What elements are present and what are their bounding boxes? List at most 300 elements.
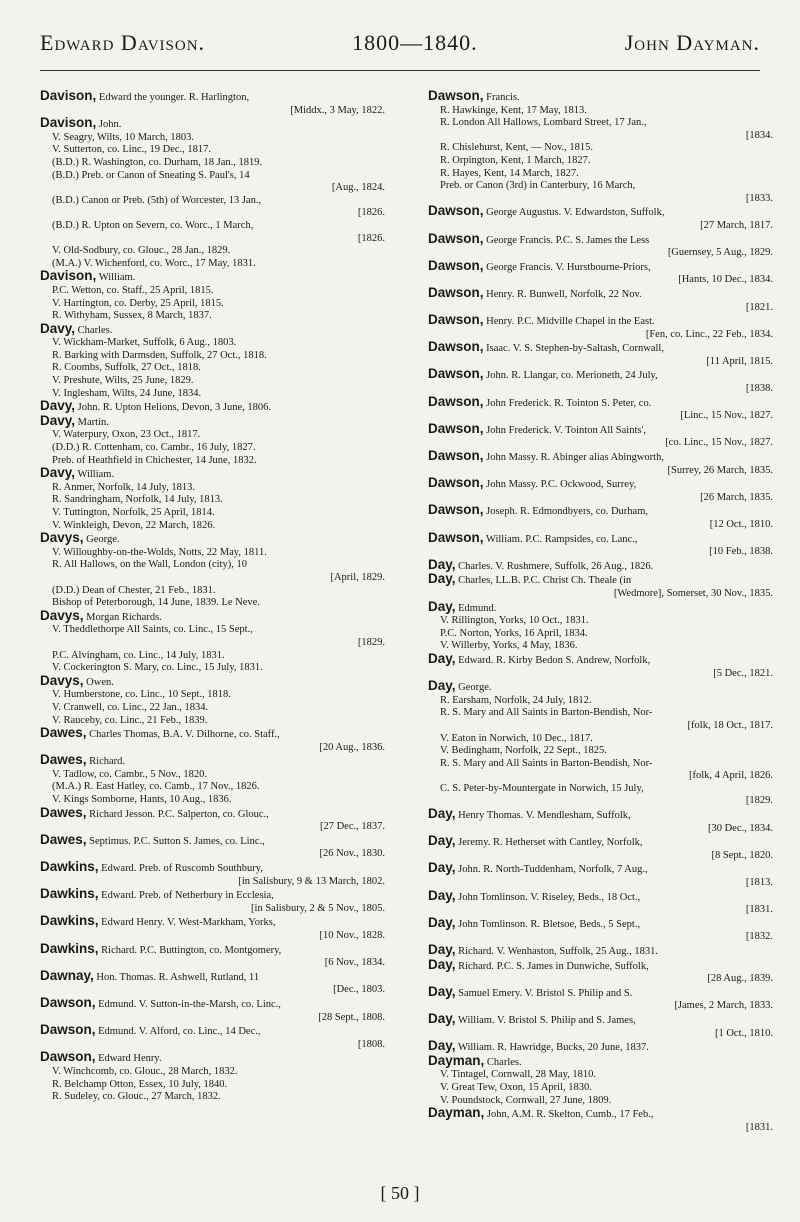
appointment-line: V. Cranwell, co. Linc., 22 Jan., 1834. [52,701,209,713]
continuation-line: [co. Linc., 15 Nov., 1827. [665,437,773,449]
surname: Day, [428,556,456,572]
entry-heading [428,835,773,850]
continuation-line: [Wedmore], Somerset, 30 Nov., 1835. [613,587,773,599]
entry-heading [428,284,773,302]
surname: Dawes, [40,752,87,768]
entry-heading [428,1010,773,1028]
entry-text: Richard. P.C. S. James in Dunwiche, Suffolk, [458,960,649,972]
surname: Davys, [40,530,84,546]
header-left: Edward Davison. [40,30,206,55]
entry-heading [428,914,773,932]
appointment-line: V. Preshute, Wilts, 25 June, 1829. [52,375,194,387]
entry-text: Charles Thomas, B.A. V. Dilhorne, co. Staff., [89,729,280,741]
entry-text: Isaac. V. S. Stephen-by-Saltash, Cornwall, [486,343,664,355]
continuation-line: [12 Oct., 1810. [709,519,773,530]
entry [40,400,385,415]
entry [428,650,773,680]
entry [40,320,385,401]
continuation-line: [1833. [745,192,773,204]
right-column [428,90,773,1134]
entry-text: Septimus. P.C. Sutton S. James, co. Linc., [89,835,265,847]
continuation-line: [folk, 18 Oct., 1817. [687,719,773,731]
appointment-line: V. Seagry, Wilts, 10 March, 1803. [52,131,194,143]
continuation-line: [1831. [745,1121,773,1133]
appointment-line: Preb. or Canon (3rd) in Canterbury, 16 March, [440,180,636,192]
entry [428,1010,773,1040]
surname: Dawson, [428,88,484,103]
entry-heading [428,862,773,877]
surname: Day, [428,806,456,822]
entry-heading [428,341,773,356]
appointment-line: V. Old-Sodbury, co. Glouc., 28 Jan., 1829. [52,245,231,257]
continuation-line: [1838. [745,383,773,395]
entry-heading [428,573,773,588]
entry-text: John Tomlinson. V. Riseley, Beds., 18 Oct., [458,891,641,903]
entry [428,420,773,450]
left-column [40,90,385,1104]
appointment-line: V. Poundstock, Cornwall, 27 June, 1809. [440,1094,612,1106]
surname: Day, [428,650,456,666]
appointment-line: R. All Hallows, on the Wall, London (city), 10 [52,559,247,571]
appointment-line: R. S. Mary and All Saints in Barton-Bendish, Nor- [440,707,653,719]
entry [40,754,385,806]
surname: Day, [428,571,456,587]
entry-heading [40,804,385,822]
entry [428,862,773,889]
continuation-line: [1834. [745,129,773,141]
surname: Dawes, [40,804,87,820]
entry-text: Edward. Preb. of Ruscomb Southbury, [101,863,263,875]
appointment-line: (D.D.) Dean of Chester, 21 Feb., 1831. [52,584,216,596]
entry-text: William. [98,272,136,284]
entry-text: William. V. Bristol S. Philip and S. James, [457,1014,636,1026]
entry-text: William. [77,469,115,481]
surname: Dawes, [40,831,87,847]
entry-heading [428,205,773,220]
header-right: John Dayman. [624,30,760,55]
appointment-line: R. Hawkinge, Kent, 17 May, 1813. [440,104,587,116]
entry [428,393,773,423]
entry [428,914,773,944]
entry-heading [40,672,385,690]
entry-heading [428,887,773,905]
continuation-line: [10 Nov., 1828. [319,930,385,941]
entry-heading [428,680,773,695]
entry [428,1052,773,1107]
continuation-line: [8 Sept., 1820. [711,849,773,861]
entry-text: Henry. P.C. Midville Chapel in the East. [486,316,655,328]
entry-heading [40,994,385,1012]
appointment-line: V. Wickham-Market, Suffolk, 6 Aug., 1803. [52,337,237,349]
continuation-line: [27 March, 1817. [700,219,773,231]
surname: Day, [428,914,456,930]
surname: Dawson, [40,1022,96,1038]
continuation-line: [1808. [357,1038,385,1050]
entry-heading [428,90,773,105]
entry-text: Jeremy. R. Hetherset with Cantley, Norfolk, [458,837,643,849]
entry-text: Edward Henry. [98,1053,162,1065]
entry-heading [428,314,773,329]
continuation-line: [Middx., 3 May, 1822. [290,104,385,116]
entry [428,956,773,986]
continuation-line: [Aug., 1824. [331,182,385,194]
entry [40,607,385,675]
surname: Davison, [40,115,97,131]
continuation-line: [11 April, 1815. [706,355,773,367]
continuation-line: [10 Feb., 1838. [709,546,773,558]
entry-heading [40,532,385,547]
continuation-line: [Hants, 10 Dec., 1834. [678,274,773,286]
surname: Dawson, [40,1049,96,1065]
surname: Dawson, [428,420,484,436]
entry-text: Hon. Thomas. R. Ashwell, Rutland, 11 [96,971,260,983]
surname: Dawkins, [40,859,99,875]
appointment-line: R. Sandringham, Norfolk, 14 July, 1813. [52,494,223,506]
entry [40,270,385,322]
entry-text: John. R. Llangar, co. Merioneth, 24 July, [486,370,658,382]
entry-text: Richard. V. Wenhaston, Suffolk, 25 Aug., 1831. [458,946,659,957]
entry [40,1051,385,1103]
appointment-line: V. Tintagel, Cornwall, 28 May, 1810. [440,1069,597,1081]
entry-heading [428,393,773,411]
surname: Dawkins, [40,940,99,956]
appointment-line: V. Tadlow, co. Cambr., 5 Nov., 1820. [52,768,208,780]
appointment-line: V. Great Tew, Oxon, 15 April, 1830. [440,1081,592,1093]
surname: Dayman, [428,1052,485,1068]
entry [428,314,773,341]
header-center: 1800—1840. [352,30,478,55]
surname: Dawson, [428,257,484,273]
appointment-line: V. Willoughby-on-the-Wolds, Notts, 22 May, 1811. [52,546,267,558]
surname: Davy, [40,398,76,414]
entry-text: John. R. North-Tuddenham, Norfolk, 7 Aug., [458,864,648,876]
entry-heading [428,556,773,574]
appointment-line: R. Hayes, Kent, 14 March, 1827. [440,167,579,179]
surname: Day, [428,833,456,849]
entry-text: John Massy. R. Abinger alias Abingworth, [486,452,664,464]
appointment-line: (M.A.) V. Wichenford, co. Worc., 17 May, 1831. [52,257,256,269]
appointment-line: R. Orpington, Kent, 1 March, 1827. [440,154,591,166]
entry [428,556,773,574]
entry-heading [40,831,385,849]
surname: Dawson, [428,284,484,300]
surname: Day, [428,983,456,999]
entry-heading [428,257,773,275]
surname: Dawson, [40,994,96,1010]
appointment-line: V. Rauceby, co. Linc., 21 Feb., 1839. [52,714,208,726]
continuation-line: [1821. [745,301,773,313]
entry-heading [428,529,773,547]
entry-heading [428,477,773,492]
surname: Dawson, [428,203,484,219]
surname: Day, [428,956,456,972]
entry-heading [40,915,385,930]
entry-heading [40,467,385,482]
continuation-line: [folk, 4 April, 1826. [689,770,773,782]
entry-text: Morgan Richards. [86,611,162,623]
entry-heading [40,400,385,415]
surname: Dayman, [428,1105,485,1121]
entry-text: Richard Jesson. P.C. Salperton, co. Glouc., [89,808,269,820]
appointment-line: V. Bedingham, Norfolk, 22 Sept., 1825. [440,745,607,757]
entry-text: Martin. [77,416,109,428]
surname: Davys, [40,672,84,688]
surname: Day, [428,1038,456,1054]
surname: Dawson, [428,339,484,355]
appointment-line: V. Eaton in Norwich, 10 Dec., 1817. [440,732,593,744]
entry-text: George. [86,534,120,546]
appointment-line: Preb. of Heathfield in Chichester, 14 June, 1832. [52,454,257,466]
entry [428,477,773,504]
entry [428,529,773,559]
appointment-line: R. Barking with Darmsden, Suffolk, 27 Oct., 1818. [52,349,267,361]
appointment-line: R. Earsham, Norfolk, 24 July, 1812. [440,694,592,706]
surname: Dawson, [428,393,484,409]
entry-heading [40,861,385,876]
continuation-line: [in Salisbury, 9 & 13 March, 1802. [238,875,385,887]
continuation-line: [1 Oct., 1810. [714,1027,773,1039]
entry-heading [40,1051,385,1066]
entry-text: George Francis. V. Hurstbourne-Priors, [486,261,651,273]
appointment-line: V. Inglesham, Wilts, 24 June, 1834. [52,387,202,399]
appointment-line: (B.D.) R. Upton on Severn, co. Worc., 1 March, [52,219,254,231]
surname: Dawson, [428,312,484,328]
appointment-line: (B.D.) Canon or Preb. (5th) of Worcester, 13 Jan., [52,194,262,206]
entry [428,450,773,477]
appointment-line: R. Anmer, Norfolk, 14 July, 1813. [52,481,195,493]
entry [428,573,773,600]
surname: Day, [428,887,456,903]
entry-text: George. [458,682,492,694]
continuation-line: [5 Dec., 1821. [713,667,773,679]
entry-heading [428,983,773,1001]
entry-text: Edward the younger. R. Harlington, [98,92,250,103]
continuation-line: [Linc., 15 Nov., 1827. [680,410,773,422]
entry [428,205,773,232]
surname: Dawkins, [40,913,99,929]
appointment-line: (D.D.) R. Cottenham, co. Cambr., 16 July, 1827. [52,442,256,454]
appointment-line: V. Winkleigh, Devon, 22 March, 1826. [52,519,216,531]
entry [428,90,773,205]
entry-text: John, A.M. R. Skelton, Cumb., 17 Feb., [486,1109,654,1121]
appointment-line: R. Sudeley, co. Glouc., 27 March, 1832. [52,1091,221,1103]
appointment-line: P.C. Norton, Yorks, 16 April, 1834. [440,627,588,639]
entry-text: Edmund. V. Sutton-in-the-Marsh, co. Linc., [98,998,281,1010]
entry-text: William. R. Hawridge, Bucks, 20 June, 1837. [457,1042,649,1054]
entry [428,341,773,368]
surname: Day, [428,1010,456,1026]
entry-heading [40,90,385,105]
entry [40,831,385,861]
continuation-line: [26 March, 1835. [700,491,773,503]
appointment-line: V. Sutterton, co. Linc., 19 Dec., 1817. [52,144,212,156]
continuation-line: [April, 1829. [330,571,385,583]
surname: Day, [428,678,456,694]
entry-text: William. P.C. Rampsides, co. Lanc., [485,533,638,545]
entry-heading [40,270,385,285]
entry-text: Richard. [89,756,126,768]
surname: Dawson, [428,529,484,545]
surname: Davy, [40,320,76,336]
entry-heading [40,412,385,430]
surname: Day, [428,860,456,876]
entry-text: Richard. P.C. Buttington, co. Montgomery, [101,944,282,956]
entry [40,994,385,1024]
continuation-line: [30 Dec., 1834. [707,822,773,834]
continuation-line: [1829. [745,795,773,807]
entry [40,940,385,970]
appointment-line: V. Rillington, Yorks, 10 Oct., 1831. [440,615,589,627]
entry-text: John Tomlinson. R. Bletsoe, Beds., 5 Sept., [458,918,641,930]
entry-heading [428,650,773,668]
appointment-line: Bishop of Peterborough, 14 June, 1839. Le Neve. [52,597,260,609]
entry-text: Edward. Preb. of Netherbury in Ecclesia, [101,890,274,902]
surname: Davys, [40,607,84,623]
entry-text: Henry Thomas. V. Mendlesham, Suffolk, [458,810,631,822]
entry-heading [428,956,773,974]
appointment-line: R. London All Hallows, Lombard Street, 17 Jan., [440,117,647,129]
entry-heading [428,808,773,823]
entry-heading [40,1024,385,1039]
entry-text: Edmund. V. Alford, co. Linc., 14 Dec., [98,1026,261,1038]
entry [428,944,773,959]
continuation-line: [28 Sept., 1808. [318,1011,385,1023]
continuation-line: [1826. [357,207,385,219]
entry-heading [40,727,385,742]
surname: Dawnay, [40,967,94,983]
appointment-line: R. Chislehurst, Kent, — Nov., 1815. [440,142,594,154]
surname: Dawes, [40,725,87,741]
entry-text: Charles. [77,324,113,336]
appointment-line: V. Tuttington, Norfolk, 25 April, 1814. [52,507,215,518]
entry [40,915,385,942]
entry [40,412,385,467]
entry-heading [40,320,385,338]
surname: Day, [428,598,456,614]
continuation-line: [Dec., 1803. [333,984,385,996]
appointment-line: V. Winchcomb, co. Glouc., 28 March, 1832. [52,1065,238,1077]
entry-text: John Frederick. R. Tointon S. Peter, co. [486,397,652,409]
continuation-line: [26 Nov., 1830. [319,848,385,860]
entry-heading [40,888,385,903]
entry-heading [40,967,385,985]
entry-text: John Massy. P.C. Ockwood, Surrey, [486,479,637,491]
continuation-line: [1813. [745,877,773,889]
entry [428,835,773,862]
entry-text: Edward Henry. V. West-Markham, Yorks, [101,917,276,929]
entry-text: George Augustus. V. Edwardston, Suffolk, [486,207,665,219]
continuation-line: [James, 2 March, 1833. [674,1000,773,1012]
entry-text: Charles, LL.B. P.C. Christ Ch. Theale (in [458,575,632,587]
entry-heading [428,230,773,248]
continuation-line: [1826. [357,232,385,244]
entry-text: John. [98,119,122,131]
entry [40,967,385,997]
continuation-line: [Surrey, 26 March, 1835. [667,464,773,476]
appointment-line: V. Hartington, co. Derby, 25 April, 1815. [52,297,224,309]
entry-heading [428,368,773,383]
continuation-line: [28 Aug., 1839. [707,973,773,985]
entry-heading [40,607,385,625]
appointment-line: V. Cockerington S. Mary, co. Linc., 15 July, 1831. [52,662,263,674]
entry [40,804,385,834]
entry [40,1024,385,1051]
running-header [40,30,760,56]
appointment-line: V. Humberstone, co. Linc., 10 Sept., 1818. [52,689,231,701]
entry [40,90,385,117]
entry [428,257,773,287]
appointment-line: V. Willerby, Yorks, 4 May, 1836. [440,640,578,652]
entry-text: John. R. Upton Helions, Devon, 3 June, 1806. [77,402,272,414]
entry-text: Joseph. R. Edmondbyers, co. Durham, [486,506,648,518]
appointment-line: R. Withyham, Sussex, 8 March, 1837. [52,310,212,322]
entry-text: George Francis. P.C. S. James the Less [486,234,650,246]
appointment-line: R. Belchamp Otton, Essex, 10 July, 1840. [52,1078,228,1090]
entry [428,284,773,314]
entry [428,368,773,395]
entry-heading [428,504,773,519]
continuation-line: [1832. [745,931,773,943]
appointment-line: P.C. Alvingham, co. Linc., 14 July, 1831. [52,649,225,661]
entry-text: Edward. R. Kirby Bedon S. Andrew, Norfolk, [458,654,651,666]
surname: Davy, [40,412,76,428]
entry [428,598,773,653]
entry [428,1107,773,1134]
continuation-line: [1831. [745,904,773,916]
entry [428,808,773,835]
surname: Dawson, [428,448,484,464]
entry [428,504,773,531]
entry-text: Edmund. [458,602,497,614]
surname: Davison, [40,88,97,103]
entry-heading [428,1107,773,1122]
appointment-line: C. S. Peter-by-Mountergate in Norwich, 15 July, [440,782,644,794]
appointment-line: P.C. Wetton, co. Staff., 25 April, 1815. [52,284,214,296]
entry-text: Samuel Emery. V. Bristol S. Philip and S. [458,987,633,999]
header-rule [40,70,760,71]
surname: Dawkins, [40,886,99,902]
continuation-line: [Guernsey, 5 Aug., 1829. [667,247,773,259]
continuation-line: [20 Aug., 1836. [319,741,385,753]
entry [40,888,385,915]
entry [40,861,385,888]
entry-text: Owen. [86,676,114,688]
surname: Dawson, [428,230,484,246]
entry [40,117,385,270]
surname: Dawson, [428,502,484,518]
appointment-line: R. S. Mary and All Saints in Barton-Bendish, Nor- [440,757,653,769]
entry-text: Charles. [486,1056,522,1068]
entry-heading [428,1052,773,1070]
appointment-line: R. Coombs, Suffolk, 27 Oct., 1818. [52,362,201,374]
appointment-line: (B.D.) Preb. or Canon of Sneating S. Paul's, 14 [52,169,250,181]
surname: Dawson, [428,475,484,491]
appointment-line: V. Theddlethorpe All Saints, co. Linc., 15 Sept., [52,624,253,636]
entry [428,983,773,1013]
entry [40,467,385,532]
appointment-line: (M.A.) R. East Hatley, co. Camb., 17 Nov., 1826. [52,781,260,793]
appointment-line: V. Kings Somborne, Hants, 10 Aug., 1836. [52,794,232,806]
entry [40,727,385,754]
continuation-line: [27 Dec., 1837. [319,821,385,833]
entry-heading [40,754,385,769]
entry-text: Francis. [486,92,520,103]
entry [428,230,773,260]
continuation-line: [in Salisbury, 2 & 5 Nov., 1805. [251,902,385,914]
appointment-line: V. Waterpury, Oxon, 23 Oct., 1817. [52,429,201,441]
entry [40,532,385,610]
entry [40,672,385,727]
